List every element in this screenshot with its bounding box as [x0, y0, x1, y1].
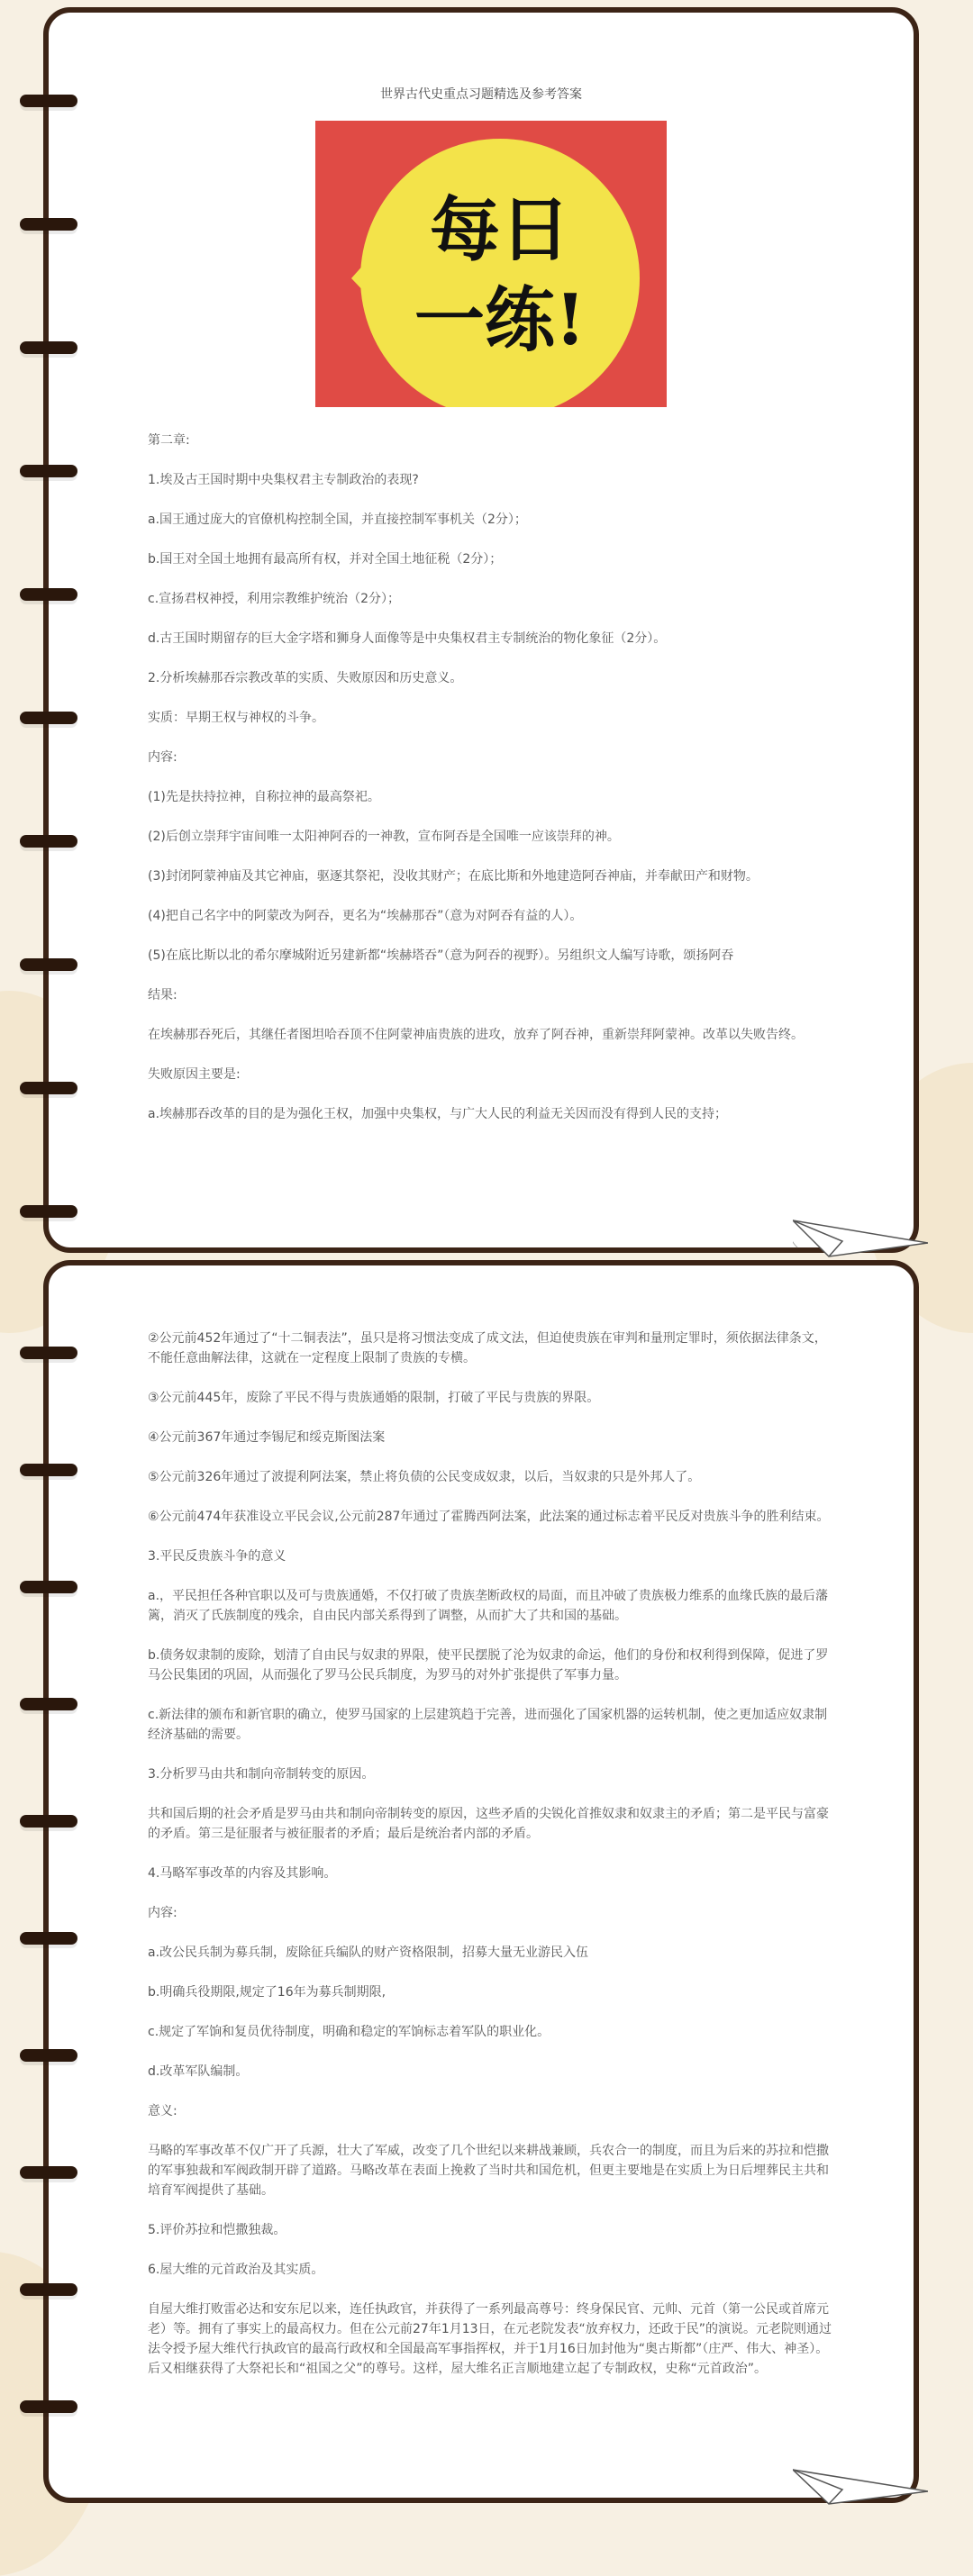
spiral-ring-icon — [20, 218, 77, 231]
spiral-ring-icon — [20, 2049, 77, 2062]
spiral-ring-icon — [20, 958, 77, 971]
spiral-ring-icon — [20, 1815, 77, 1828]
page-1-paragraph: a.国王通过庞大的官僚机构控制全国，并直接控制军事机关（2分）； — [148, 512, 527, 527]
page-2-paragraph: 意义: — [148, 2104, 177, 2118]
page-1-paragraph: 内容: — [148, 750, 177, 765]
svg-text:每日: 每日 — [429, 189, 571, 271]
page-1-paragraph: a.埃赫那吞改革的目的是为强化王权，加强中央集权，与广大人民的利益无关因而没有得到人民的支持； — [148, 1107, 728, 1121]
page-2-paragraph: 共和国后期的社会矛盾是罗马由共和制向帝制转变的原因，这些矛盾的尖锐化首推奴隶和奴隶主的矛盾；第二是平民与富豪的矛盾。第三是征服者与被征服者的矛盾；最后是统治者内部的矛盾。 — [148, 1807, 829, 1841]
spiral-ring-icon — [20, 1082, 77, 1094]
page-1-paragraph: 1.埃及古王国时期中央集权君主专制政治的表现? — [148, 473, 419, 487]
spiral-ring-icon — [20, 2166, 77, 2179]
page-2-paragraph: c.规定了军饷和复员优待制度，明确和稳定的军饷标志着军队的职业化。 — [148, 2025, 550, 2039]
page-1-paragraph: 失败原因主要是: — [148, 1067, 241, 1082]
paper-plane-icon — [793, 1207, 928, 1261]
page-2-paragraph: b.明确兵役期限,规定了16年为募兵制期限, — [148, 1985, 386, 2000]
spiral-ring-icon — [20, 465, 77, 477]
page-2-paragraph: ③公元前445年，废除了平民不得与贵族通婚的限制，打破了平民与贵族的界限。 — [148, 1391, 600, 1405]
page-2-paragraph: ④公元前367年通过李锡尼和绥克斯图法案 — [148, 1430, 386, 1445]
svg-text:一练!: 一练! — [414, 279, 587, 361]
page-1-paragraph: (4)把自己名字中的阿蒙改为阿吞，更名为“埃赫那吞”（意为对阿吞有益的人）。 — [148, 909, 583, 923]
daily-practice-banner — [315, 121, 667, 407]
spiral-ring-icon — [20, 2400, 77, 2413]
spiral-ring-icon — [20, 712, 77, 724]
page-1-paragraph: (1)先是扶持拉神，自称拉神的最高祭祀。 — [148, 790, 380, 804]
page-2-paragraph: d.改革军队编制。 — [148, 2064, 249, 2079]
page-1-paragraph: 在埃赫那吞死后，其继任者图坦哈吞顶不住阿蒙神庙贵族的进攻，放弃了阿吞神，重新崇拜阿蒙神。改革以失败告终。 — [148, 1028, 804, 1042]
page-1-paragraph: 2.分析埃赫那吞宗教改革的实质、失败原因和历史意义。 — [148, 671, 463, 685]
page-2-text — [148, 1329, 832, 2399]
spiral-ring-icon — [20, 588, 77, 601]
speech-bubble-icon — [315, 121, 667, 407]
page-2-paragraph: 6.屋大维的元首政治及其实质。 — [148, 2263, 324, 2277]
spiral-ring-icon — [20, 1205, 77, 1218]
spiral-ring-icon — [20, 1347, 77, 1359]
spiral-ring-icon — [20, 1932, 77, 1945]
page-1-paragraph: b.国王对全国土地拥有最高所有权，并对全国土地征税（2分）； — [148, 552, 503, 567]
page-2-paragraph: 4.马略军事改革的内容及其影响。 — [148, 1866, 337, 1881]
page-1-paragraph: 结果: — [148, 988, 177, 1002]
page-2-paragraph: 5.评价苏拉和恺撒独裁。 — [148, 2223, 286, 2237]
page-2-paragraph: 3.平民反贵族斗争的意义 — [148, 1549, 286, 1564]
page-1-paragraph: d.古王国时期留存的巨大金字塔和狮身人面像等是中央集权君主专制统治的物化象征（2分）。 — [148, 631, 667, 646]
spiral-ring-icon — [20, 1581, 77, 1593]
spiral-ring-icon — [20, 1698, 77, 1710]
page-2-paragraph: 3.分析罗马由共和制向帝制转变的原因。 — [148, 1767, 375, 1782]
page-2-paragraph: ②公元前452年通过了“十二铜表法”，虽只是将习惯法变成了成文法，但迫使贵族在审判和量刑定罪时，须依据法律条文，不能任意曲解法律，这就在一定程度上限制了贵族的专横。 — [148, 1331, 827, 1365]
page-2-paragraph: b.债务奴隶制的废除，划清了自由民与奴隶的界限，使平民摆脱了沦为奴隶的命运，他们的身份和权利得到保障，促进了罗马公民集团的巩固，从而强化了罗马公民兵制度，为罗马的对外扩张提供了军事力量。 — [148, 1648, 829, 1683]
page-1-paragraph: (5)在底比斯以北的希尔摩城附近另建新都“埃赫塔吞”（意为阿吞的视野）。另组织文人编写诗歌，颂扬阿吞 — [148, 948, 734, 963]
spiral-ring-icon — [20, 1464, 77, 1476]
page-1-text — [148, 431, 832, 1144]
page-2-paragraph: a.，平民担任各种官职以及可与贵族通婚，不仅打破了贵族垄断政权的局面，而且冲破了贵族极力维系的血缘氏族的最后藩篱，消灭了氏族制度的残余，自由民内部关系得到了调整，从而扩大了共和国的基础。 — [148, 1589, 829, 1623]
notebook-page-2 — [43, 1260, 919, 2503]
document-title: 世界古代史重点习题精选及参考答案 — [380, 87, 582, 102]
page-2-paragraph: c.新法律的颁布和新官职的确立，使罗马国家的上层建筑趋于完善，进而强化了国家机器的运转机制，使之更加适应奴隶制经济基础的需要。 — [148, 1708, 828, 1742]
page-1-paragraph: (2)后创立崇拜宇宙间唯一太阳神阿吞的一神教，宣布阿吞是全国唯一应该崇拜的神。 — [148, 830, 620, 844]
page-2-paragraph: 自屋大维打败雷必达和安东尼以来，连任执政官，并获得了一系列最高尊号：终身保民官、元帅、元首（第一公民或首席元老）等。拥有了事实上的最高权力。但在公元前27年1月13日，在元老院发表“放弃权力，还政于民”的演说。元老院则通过法令授予屋大维代行执政官的最高行政权和全国最高军事指挥权，并于1月16日加封他为“奥古斯都”（庄严、伟大、神圣）。后又相继获得了大祭祀长和“祖国之父”的尊号。这样，屋大维名正言顺地建立起了专制政权，史称“元首政治”。 — [148, 2302, 832, 2376]
page-2-paragraph: 马略的军事改革不仅广开了兵源，壮大了军威，改变了几个世纪以来耕战兼顾，兵农合一的制度，而且为后来的苏拉和恺撒的军事独裁和军阀政制开辟了道路。马略改革在表面上挽救了当时共和国危机，但更主要地是在实质上为日后埋葬民主共和培育军阀提供了基础。 — [148, 2144, 829, 2198]
page-1-paragraph: 实质：早期王权与神权的斗争。 — [148, 711, 324, 725]
spiral-ring-icon — [20, 95, 77, 107]
paper-plane-icon — [793, 2459, 928, 2508]
page-1-paragraph: c.宣扬君权神授，利用宗教维护统治（2分）； — [148, 592, 401, 606]
page-2-paragraph: ⑥公元前474年获准设立平民会议,公元前287年通过了霍腾西阿法案，此法案的通过标志着平民反对贵族斗争的胜利结束。 — [148, 1510, 830, 1524]
page-1-paragraph: 第二章: — [148, 433, 190, 448]
page-1-paragraph: (3)封闭阿蒙神庙及其它神庙，驱逐其祭祀，没收其财产；在底比斯和外地建造阿吞神庙，并奉献田产和财物。 — [148, 869, 759, 884]
spiral-ring-icon — [20, 2283, 77, 2296]
spiral-ring-icon — [20, 341, 77, 354]
page-2-paragraph: 内容: — [148, 1906, 177, 1920]
page-2-paragraph: ⑤公元前326年通过了波提利阿法案，禁止将负债的公民变成奴隶，以后，当奴隶的只是外邦人了。 — [148, 1470, 701, 1484]
notebook-page-1 — [43, 7, 919, 1253]
spiral-ring-icon — [20, 835, 77, 848]
page-2-paragraph: a.改公民兵制为募兵制，废除征兵编队的财产资格限制，招募大量无业游民入伍 — [148, 1946, 589, 1960]
